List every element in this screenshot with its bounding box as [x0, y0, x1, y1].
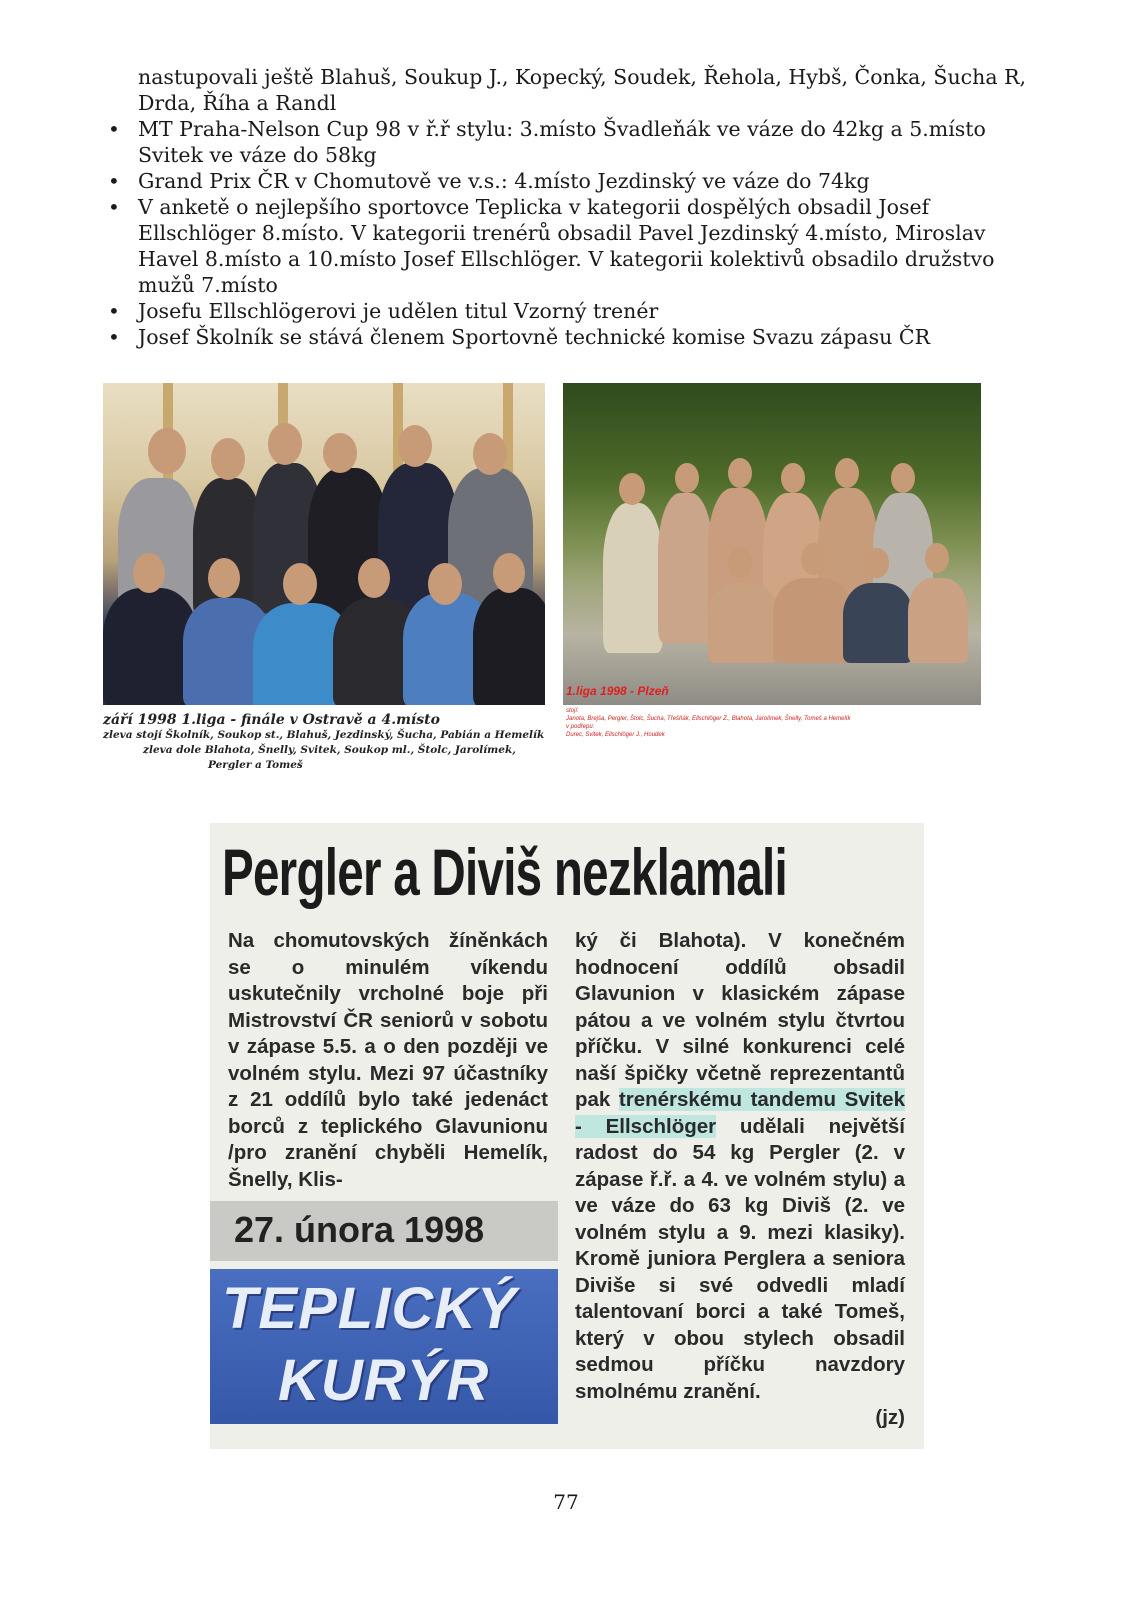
list-item: • Josef Školník se stává členem Sportovně technické komise Svazu zápasu ČR [108, 324, 1038, 350]
team-photo-ostrava [103, 383, 545, 705]
clipping-text: ký či Blahota). V konečném hodnocení oddílů obsadil Glavunion v klasickém zápase pátou a ve volném stylu čtvrtou příčku. V silné konkurenci celé naší špičky včetně reprezentantů pak [575, 929, 905, 1111]
page-number: 77 [553, 1490, 579, 1514]
intro-continuation: nastupovali ještě Blahuš, Soukup J., Kopecký, Soudek, Řehola, Hybš, Čonka, Šucha R, Drda, Říha a Randl [138, 65, 1027, 115]
caption-label: v podřepu: [566, 724, 595, 730]
clipping-signature: (jz) [875, 1406, 905, 1429]
logo-line: KURÝR [278, 1348, 490, 1413]
logo-line: TEPLICKÝ [222, 1276, 517, 1341]
list-item: • V anketě o nejlepšího sportovce Teplicka v kategorii dospělých obsadil Josef Ellschlöger 8.místo. V kategorii trenérů obsadil Pavel Jezdinský 4.místo, Miroslav Havel 8.místo a 10.místo Josef Ellschlöger. V kategorii kolektivů obsadilo družstvo mužů 7.místo [108, 194, 1038, 298]
photo-right-caption [566, 707, 986, 739]
clipping-column-2 [575, 928, 905, 1432]
caption-title: září 1998 1.liga - finále v Ostravě a 4.místo [103, 712, 440, 728]
teplicky-kuryr-logo [210, 1269, 558, 1424]
caption-line: Pergler a Tomeš [208, 759, 303, 771]
photo-left-caption [103, 712, 553, 773]
list-item: • MT Praha-Nelson Cup 98 v ř.ř stylu: 3.místo Švadleňák ve váze do 42kg a 5.místo Svitek ve váze do 58kg [108, 116, 1038, 168]
clipping-date: 27. února 1998 [234, 1209, 485, 1250]
results-list [108, 116, 1038, 350]
caption-line: zleva dole Blahota, Šnelly, Svitek, Soukop ml., Štolc, Jarolímek, [143, 744, 516, 756]
clipping-headline: Pergler a Diviš nezklamali [222, 835, 788, 909]
caption-line: zleva stojí Školník, Soukop st., Blahuš, Jezdinský, Šucha, Pabián a Hemelík [103, 729, 545, 741]
newspaper-clipping [210, 823, 924, 1449]
caption-label: stojí: [566, 708, 579, 714]
clipping-column-1: Na chomutovských žíněnkách se o minulém víkendu uskutečnily vrcholné boje při Mistrovství ČR seniorů v sobotu v zápase 5.5. a o den později ve volném stylu. Mezi 97 účastníky z 21 oddílů bylo také jedenáct borců z teplického Glavunionu /pro zranění chyběli Hemelík, Šnelly, Klis- [228, 929, 548, 1191]
photo-right-title: 1.liga 1998 - Plzeň [566, 684, 669, 698]
clipping-date-bar [210, 1201, 558, 1261]
caption-line: Janota, Brejša, Pergler, Štolc, Šucha, Třešňák, Ellschlöger Z., Blahota, Jarolímek, Šnelly, Tomeš a Hemelík [566, 716, 851, 722]
body-text [108, 64, 1038, 350]
clipping-highlight: trenérskému tandemu Svitek - Ellschlöger [575, 1088, 905, 1138]
clipping-text: udělali největší radost do 54 kg Pergler (2. v zápase ř.ř. a 4. ve volném stylu) a ve váze do 63 kg Diviš (2. ve volném stylu a 9. mezi klasiky). Kromě juniora Perglera a seniora Diviše si své odvedli mladí talentovaní borci a také Tomeš, který v obou stylech obsadil sedmou příčku navzdory smolnému zranění. [575, 1114, 906, 1403]
list-item: • Grand Prix ČR v Chomutově ve v.s.: 4.místo Jezdinský ve váze do 74kg [108, 168, 1038, 194]
caption-line: Durec, Svitek, Ellschlöger J., Houdek [566, 732, 665, 738]
team-photo-plzen [563, 383, 981, 705]
list-item: • Josefu Ellschlögerovi je udělen titul Vzorný trenér [108, 298, 1038, 324]
